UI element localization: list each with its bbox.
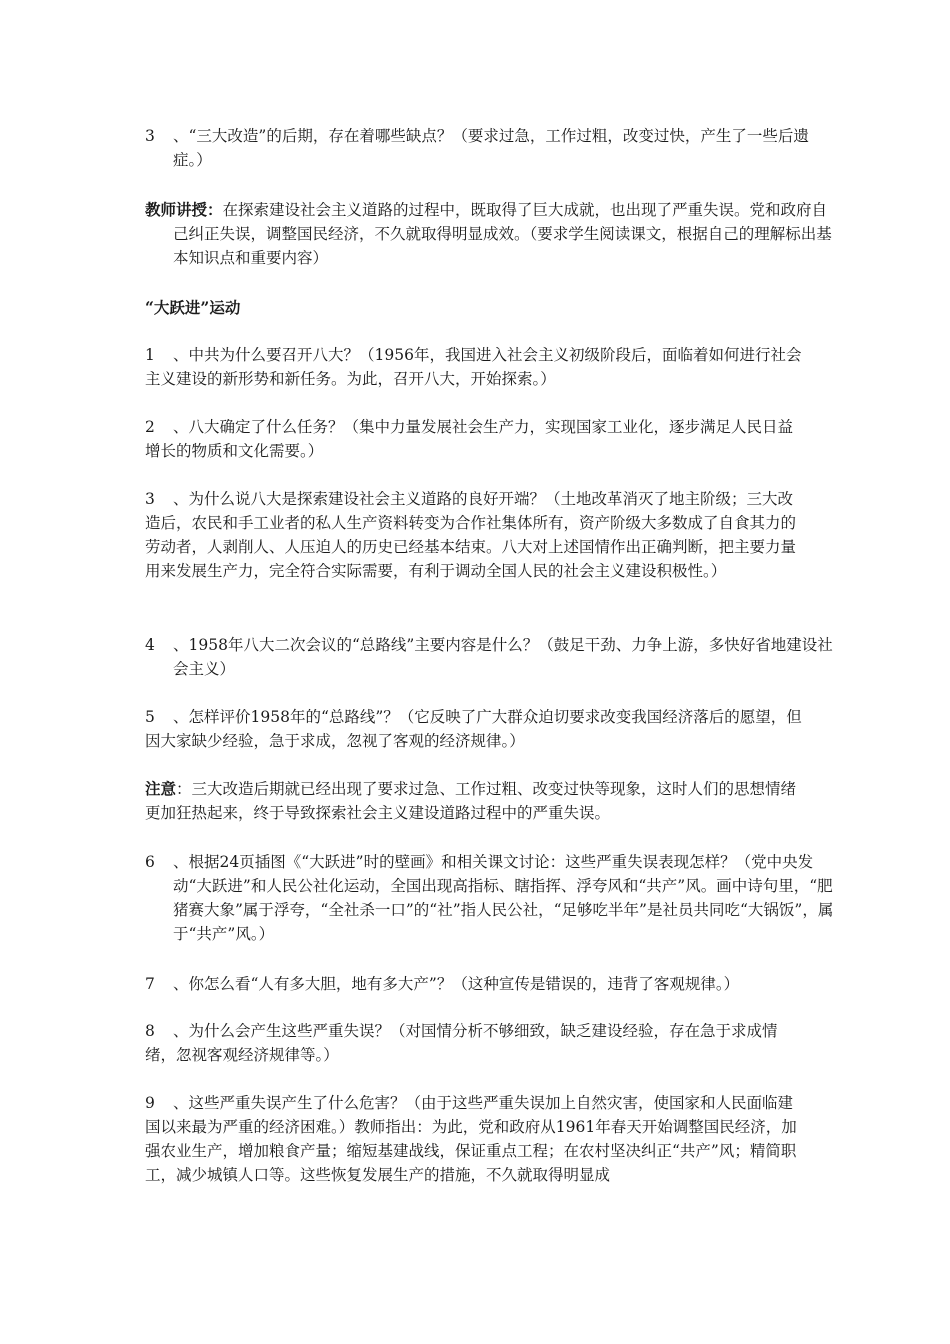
item-text: 、为什么会产生这些严重失误？（对国情分析不够细致，缺乏建设经验，存在急于求成情绪，忽视客观经济规律等。） [145, 1022, 778, 1064]
teacher-label: 教师讲授： [145, 200, 223, 219]
item-number: 2 [145, 418, 155, 436]
teacher-lecture [145, 198, 835, 270]
question-6 [145, 850, 835, 946]
item-text: 、“三大改造”的后期，存在着哪些缺点？（要求过急，工作过粗，改变过快，产生了一些后遗症。） [173, 127, 809, 169]
item-text: 、你怎么看“人有多大胆，地有多大产”？（这种宣传是错误的，违背了客观规律。） [173, 975, 740, 993]
item-text: 、这些严重失误产生了什么危害？（由于这些严重失误加上自然灾害，使国家和人民面临建国以来最为严重的经济困难。）教师指出：为此，党和政府从1961年春天开始调整国民经济，加强农业生产，增加粮食产量；缩短基建战线，保证重点工程；在农村坚决纠正“共产”风；精简职工，减少城镇人口等。这些恢复发展生产的措施，不久就取得明显成 [145, 1094, 797, 1184]
question-7 [145, 972, 807, 996]
item-text: 、根据24页插图《“大跃进”时的壁画》和相关课文讨论：这些严重失误表现怎样？（党中央发动“大跃进”和人民公社化运动，全国出现高指标、瞎指挥、浮夸风和“共产”风。画中诗句里，“肥猪赛大象”属于浮夸，“全社杀一口”的“社”指人民公社，“足够吃半年”是社员共同吃“大锅饭”，属于“共产”风。） [173, 853, 834, 943]
question-8 [145, 1019, 807, 1067]
item-number: 4 [145, 636, 155, 654]
item-text: 、1958年八大二次会议的“总路线”主要内容是什么？（鼓足干劲、力争上游，多快好省地建设社会主义） [173, 636, 833, 678]
section-heading: “大跃进”运动 [145, 298, 241, 317]
question-3-remodel [145, 124, 835, 172]
question-9 [145, 1091, 807, 1187]
item-text: 、中共为什么要召开八大？（1956年，我国进入社会主义初级阶段后，面临着如何进行社会主义建设的新形势和新任务。为此，召开八大，开始探索。） [145, 346, 802, 388]
question-3 [145, 487, 807, 583]
item-number: 7 [145, 975, 155, 993]
item-number: 8 [145, 1022, 155, 1040]
item-number: 6 [145, 853, 155, 871]
note-paragraph [145, 777, 807, 825]
item-number: 9 [145, 1094, 155, 1112]
teacher-text: 在探索建设社会主义道路的过程中，既取得了巨大成就，也出现了严重失误。党和政府自己纠正失误，调整国民经济，不久就取得明显成效。（要求学生阅读课文，根据自己的理解标出基本知识点和重要内容） [173, 201, 832, 267]
item-text: 、为什么说八大是探索建设社会主义道路的良好开端？（土地改革消灭了地主阶级；三大改造后，农民和手工业者的私人生产资料转变为合作社集体所有，资产阶级大多数成了自食其力的劳动者，人剥削人、人压迫人的历史已经基本结束。八大对上述国情作出正确判断，把主要力量用来发展生产力，完全符合实际需要，有利于调动全国人民的社会主义建设积极性。） [145, 490, 797, 580]
item-number: 5 [145, 708, 155, 726]
item-number: 1 [145, 346, 155, 364]
note-label: 注意 [145, 779, 177, 798]
question-1 [145, 343, 807, 391]
item-text: 、八大确定了什么任务？（集中力量发展社会生产力，实现国家工业化，逐步满足人民日益增长的物质和文化需要。） [145, 418, 794, 460]
item-text: 、怎样评价1958年的“总路线”？（它反映了广大群众迫切要求改变我国经济落后的愿望，但因大家缺少经验，急于求成，忽视了客观的经济规律。） [145, 708, 802, 750]
item-number: 3 [145, 127, 155, 145]
note-text: ：三大改造后期就已经出现了要求过急、工作过粗、改变过快等现象，这时人们的思想情绪更加狂热起来，终于导致探索社会主义建设道路过程中的严重失误。 [145, 780, 797, 822]
question-5 [145, 705, 807, 753]
question-4 [145, 633, 835, 681]
question-2 [145, 415, 807, 463]
item-number: 3 [145, 490, 155, 508]
